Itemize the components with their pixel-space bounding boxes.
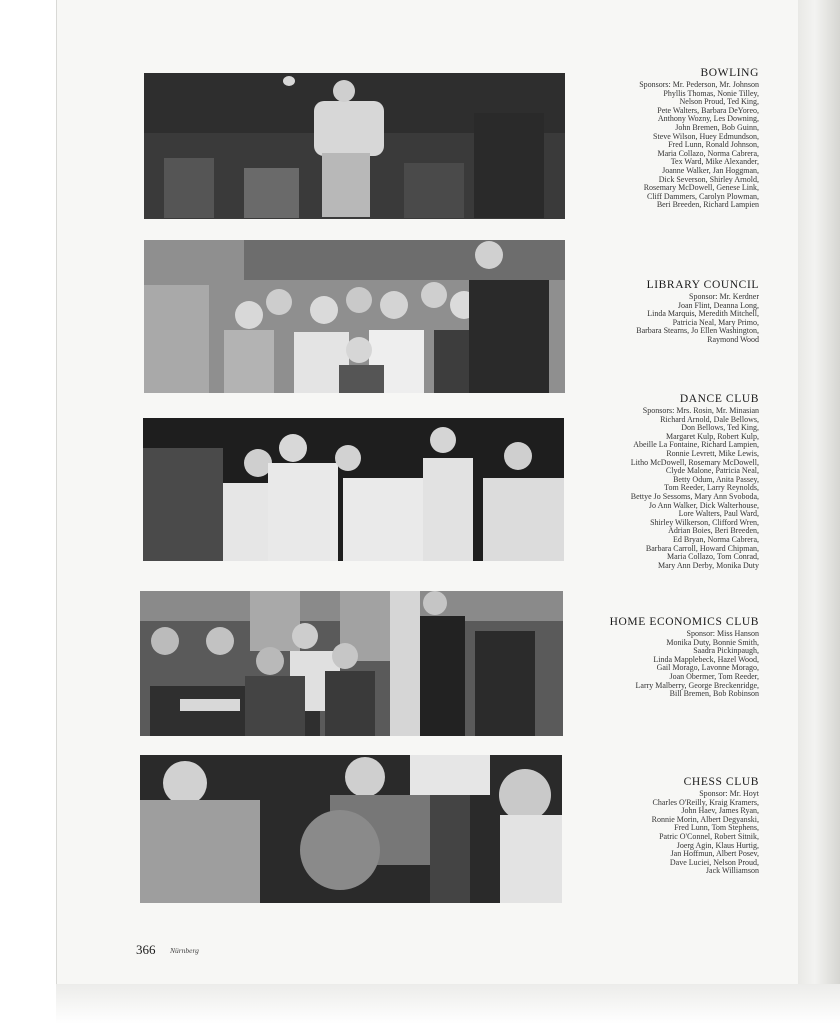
caption-line: Sponsor: Mr. Hoyt <box>699 789 759 798</box>
caption-line: Sponsors: Mrs. Rosin, Mr. Minasian <box>642 406 759 415</box>
caption-line: Clyde Malone, Patricia Neal, <box>665 466 759 476</box>
home-economics-photo <box>140 591 563 736</box>
caption-line: Margaret Kulp, Robert Kulp, <box>666 431 759 441</box>
caption-line: Maria Collazo, Norma Cabrera, <box>657 148 759 158</box>
caption-line: Tom Reeder, Larry Reynolds, <box>664 483 759 493</box>
caption-line: John Haev, James Ryan, <box>681 806 759 816</box>
caption-line: Betty Odum, Anita Passey, <box>673 474 759 484</box>
caption-line: Charles O'Reilly, Kraig Kramers, <box>652 797 759 807</box>
caption-line: Joan Obermer, Tom Reeder, <box>669 671 759 681</box>
caption-line: Rosemary McDowell, Genese Link, <box>643 183 759 193</box>
library-council-caption <box>519 279 759 345</box>
caption-line: Richard Arnold, Dale Bellows, <box>660 414 759 424</box>
caption-line: Joan Flint, Deanna Long, <box>677 300 759 310</box>
dance-club-photo <box>143 418 564 561</box>
caption-line: Don Bellows, Ted King, <box>681 423 759 433</box>
section-title: LIBRARY COUNCIL <box>646 279 759 291</box>
chess-club-photo <box>140 755 562 903</box>
page-bottom-shadow <box>56 984 840 1024</box>
library-council-photo <box>144 240 565 393</box>
caption-line: Bettye Jo Sessoms, Mary Ann Svoboda, <box>630 491 759 501</box>
caption-line: Bill Bremen, Bob Robinson <box>669 689 759 699</box>
caption-line: Patricia Neal, Mary Primo, <box>672 317 759 327</box>
caption-line: Phyllis Thomas, Nonie Tilley, <box>663 88 759 98</box>
caption-line: Larry Malberry, George Breckenridge, <box>635 680 759 690</box>
section-title: HOME ECONOMICS CLUB <box>609 616 759 628</box>
caption-line: Jo Ann Walker, Dick Walterhouse, <box>648 500 759 510</box>
caption-line: Monika Duty, Bonnie Smith, <box>666 637 759 647</box>
caption-line: Cliff Dammers, Carolyn Plowman, <box>646 191 759 201</box>
home-economics-caption <box>519 616 759 699</box>
caption-line: Sponsors: Mr. Pederson, Mr. Johnson <box>639 80 759 89</box>
caption-line: Nelson Proud, Ted King, <box>679 97 759 107</box>
caption-line: Joerg Agin, Klaus Hurtig, <box>676 840 759 850</box>
caption-line: Beri Breeden, Richard Lampien <box>656 200 759 210</box>
caption-line: Steve Wilson, Huey Edmundson, <box>653 131 759 141</box>
bowling-caption <box>519 67 759 210</box>
caption-line: Dave Luciei, Nelson Proud, <box>669 857 759 867</box>
caption-line: Dick Severson, Shirley Arnold, <box>658 174 759 184</box>
section-title: BOWLING <box>700 67 759 79</box>
caption-line: Ronnie Levrett, Mike Lewis, <box>666 448 759 458</box>
caption-line: Fred Lunn, Tom Stephens, <box>674 823 759 833</box>
page-location: Nürnberg <box>170 946 199 955</box>
caption-line: Litho McDowell, Rosemary McDowell, <box>630 457 759 467</box>
caption-line: Raymond Wood <box>707 334 759 344</box>
caption-line: Patric O'Connel, Robert Sitnik, <box>659 831 759 841</box>
caption-line: Barbara Stearns, Jo Ellen Washington, <box>636 326 759 336</box>
caption-line: Adrian Boies, Beri Breeden, <box>668 526 759 536</box>
chess-club-caption <box>519 776 759 876</box>
section-title: CHESS CLUB <box>683 776 759 788</box>
page-edge <box>798 0 840 984</box>
caption-line: Joanne Walker, Jan Hoggman, <box>662 165 759 175</box>
bowling-photo <box>144 73 565 219</box>
caption-line: Gail Morago, Lavonne Morago, <box>656 663 759 673</box>
caption-line: Saadra Pickinpaugh, <box>693 646 759 656</box>
caption-line: Linda Mapplebeck, Hazel Wood, <box>653 654 759 664</box>
caption-line: Jan Hoffmun, Albert Posev, <box>670 849 759 859</box>
caption-line: Sponsor: Miss Hanson <box>686 629 759 638</box>
caption-line: Abeille La Fontaine, Richard Lampien, <box>633 440 759 450</box>
caption-line: Pete Walters, Barbara DeYoreo, <box>657 105 759 115</box>
caption-line: Jack Williamson <box>705 866 759 876</box>
caption-line: Barbara Carroll, Howard Chipman, <box>645 543 759 553</box>
caption-line: Ed Bryan, Norma Cabrera, <box>673 534 759 544</box>
caption-line: Lore Walters, Paul Ward, <box>678 509 759 519</box>
caption-line: Anthony Wozny, Les Downing, <box>657 114 759 124</box>
caption-line: Ronnie Morin, Albert Degyanski, <box>651 814 759 824</box>
caption-line: Tex Ward, Mike Alexander, <box>670 157 759 167</box>
caption-line: Fred Lunn, Ronald Johnson, <box>668 140 759 150</box>
caption-line: Mary Ann Derby, Monika Duty <box>657 560 759 570</box>
caption-line: Maria Collazo, Tom Conrad, <box>667 552 759 562</box>
dance-club-caption <box>519 393 759 570</box>
caption-line: Shirley Wilkerson, Clifford Wren, <box>650 517 759 527</box>
section-title: DANCE CLUB <box>679 393 759 405</box>
page-number: 366 <box>136 942 156 957</box>
caption-line: Sponsor: Mr. Kerdner <box>689 292 759 301</box>
caption-line: John Bremen, Bob Guinn, <box>675 122 759 132</box>
caption-line: Linda Marquis, Meredith Mitchell, <box>647 309 759 319</box>
